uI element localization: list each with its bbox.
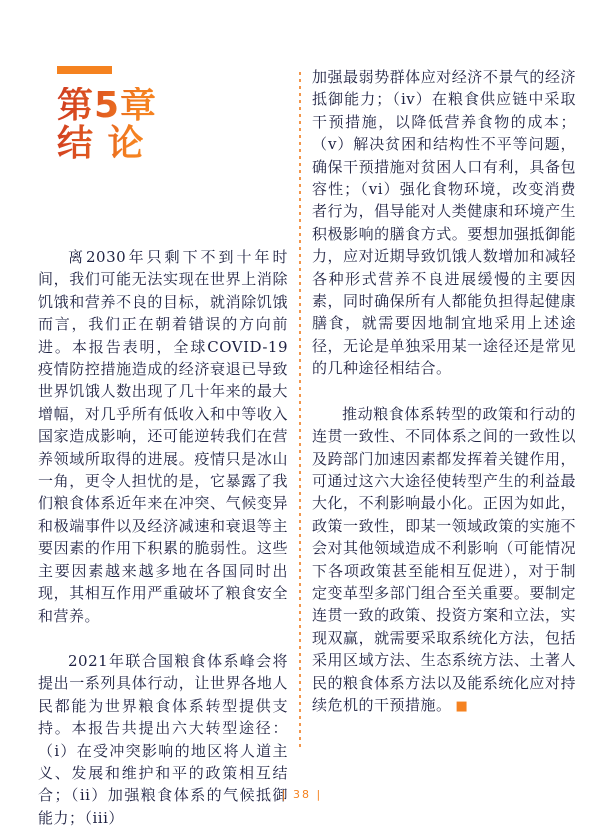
column-divider (299, 72, 301, 748)
paragraph: 离2030年只剩下不到十年时间，我们可能无法实现在世界上消除饥饿和营养不良的目标，就消除饥饿而言，我们正在朝着错误的方向前进。本报告表明，全球COVID-19疫情防控措施造成的经济衰退已导致世界饥饿人数出现了几十年来的最大增幅，对几乎所有低收入和中等收入国家造成影响，还可能逆转我们在营养领域所取得的进展。疫情只是冰山一角，更令人担忧的是，它暴露了我们粮食体系近年来在冲突、气候变异和极端事件以及经济减速和衰退等主要因素的作用下积累的脆弱性。这些主要因素越来越多地在各国同时出现，其相互作用严重破坏了粮食安全和营养。 (38, 248, 288, 625)
paragraph: 2021年联合国粮食体系峰会将提出一系列具体行动，让世界各地人民都能为世界粮食体系转型提供支持。本报告共提出六大转型途径：（i）在受冲突影响的地区将人道主义、发展和维护和平的政策相互结合；（ii）加强粮食体系的气候抵御能力；（iii） (38, 651, 288, 827)
end-of-chapter-marker: ■ (455, 698, 468, 714)
chapter-title: 结 论 (57, 123, 145, 164)
paragraph-text: 推动粮食体系转型的政策和行动的连贯一致性、不同体系之间的一致性以及跨部门加速因素都发挥着关键作用，可通过这六大途径使转型产生的利益最大化，不利影响最小化。正因为如此，政策一致性，即某一领域政策的实施不会对其他领域造成不利影响（可能情况下各项政策甚至能相互促进），对于制定变革型多部门组合至关重要。要制定连贯一致的政策、投资方案和立法，实现双赢，就需要采取系统化方法，包括采用区域方法、生态系统方法、土著人民的粮食体系方法以及能系统化应对持续危机的干预措施。 (312, 404, 576, 714)
chapter-header (57, 66, 157, 163)
paragraph (312, 403, 576, 719)
page-number: | 38 | (281, 788, 323, 801)
left-column (38, 246, 288, 829)
chapter-accent-bar (57, 66, 112, 74)
chapter-heading (57, 87, 157, 163)
paragraph: 加强最弱势群体应对经济不景气的经济抵御能力；（iv）在粮食供应链中采取干预措施，以降低营养食物的成本；（v）解决贫困和结构性不平等问题，确保干预措施对贫困人口有利，具备包容性；（vi）强化食物环境，改变消费者行为，倡导能对人类健康和环境产生积极影响的膳食方式。要想加强抵御能力，应对近期导致饥饿人数增加和减轻各种形式营养不良进展缓慢的主要因素，同时确保所有人都能负担得起健康膳食，就需要因地制宜地采用上述途径，无论是单独采用某一途径还是常见的几种途径相结合。 (312, 68, 576, 378)
chapter-number: 第5章 (57, 85, 158, 126)
right-column (312, 66, 576, 718)
